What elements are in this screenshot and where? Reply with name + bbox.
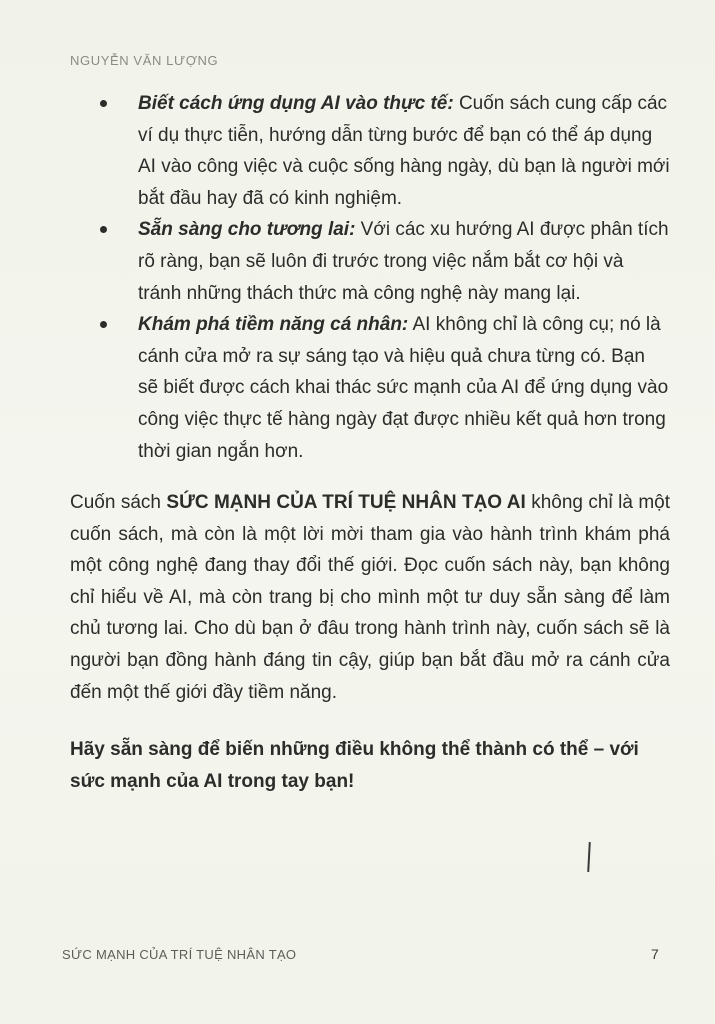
bullet-dot-icon [100,321,107,328]
bullet-text: Cuốn sách cung cấp các ví dụ thực tiễn, hướng dẫn từng bước để bạn có thể áp dụng AI vào công việc và cuộc sống hàng ngày, dù bạn là người mới bắt đầu hay đã có kinh nghiệm. [138,93,670,209]
bullet-dot-icon [100,226,107,233]
running-header-author: NGUYỄN VĂN LƯỢNG [70,53,219,68]
bullet-text: AI không chỉ là công cụ; nó là cánh cửa mở ra sự sáng tạo và hiệu quả chưa từng có. Bạn sẽ biết được cách khai thác sức mạnh của AI để ứng dụng vào công việc thực tế hàng ngày đạt được nhiều kết quả hơn trong thời gian ngắn hơn. [138,314,669,462]
list-item [100,309,670,467]
list-item [100,214,670,309]
paragraph-lead: Cuốn sách [70,492,167,513]
page-number: 7 [651,946,659,962]
list-item [100,88,670,214]
closing-statement: Hãy sẵn sàng để biến những điều không thể thành có thể – với sức mạnh của AI trong tay bạn! [70,739,639,792]
bullet-term: Biết cách ứng dụng AI vào thực tế: [138,93,454,114]
body-paragraph [70,487,670,708]
bullet-text: Với các xu hướng AI được phân tích rõ ràng, bạn sẽ luôn đi trước trong việc nắm bắt cơ hội và tránh những thách thức mà công nghệ này mang lại. [138,219,669,304]
pen-mark [587,842,591,872]
running-footer-title: SỨC MẠNH CỦA TRÍ TUỆ NHÂN TẠO [62,947,297,962]
bullet-dot-icon [100,100,107,107]
bullet-term: Khám phá tiềm năng cá nhân: [138,314,409,336]
paragraph-rest: không chỉ là một cuốn sách, mà còn là một lời mời tham gia vào hành trình khám phá một công nghệ đang thay đổi thế giới. Đọc cuốn sách này, bạn không chỉ hiểu về AI, mà còn trang bị cho mình một tư duy sẵn sàng để làm chủ tương lai. Cho dù bạn ở đâu trong hành trình này, cuốn sách sẽ là người bạn đồng hành đáng tin cậy, giúp bạn bắt đầu mở ra cánh cửa đến một thế giới đầy tiềm năng. [70,492,670,703]
book-title-emphasis: SỨC MẠNH CỦA TRÍ TUỆ NHÂN TẠO AI [166,492,526,513]
benefit-list [100,88,670,467]
bullet-term: Sẵn sàng cho tương lai: [138,219,356,241]
